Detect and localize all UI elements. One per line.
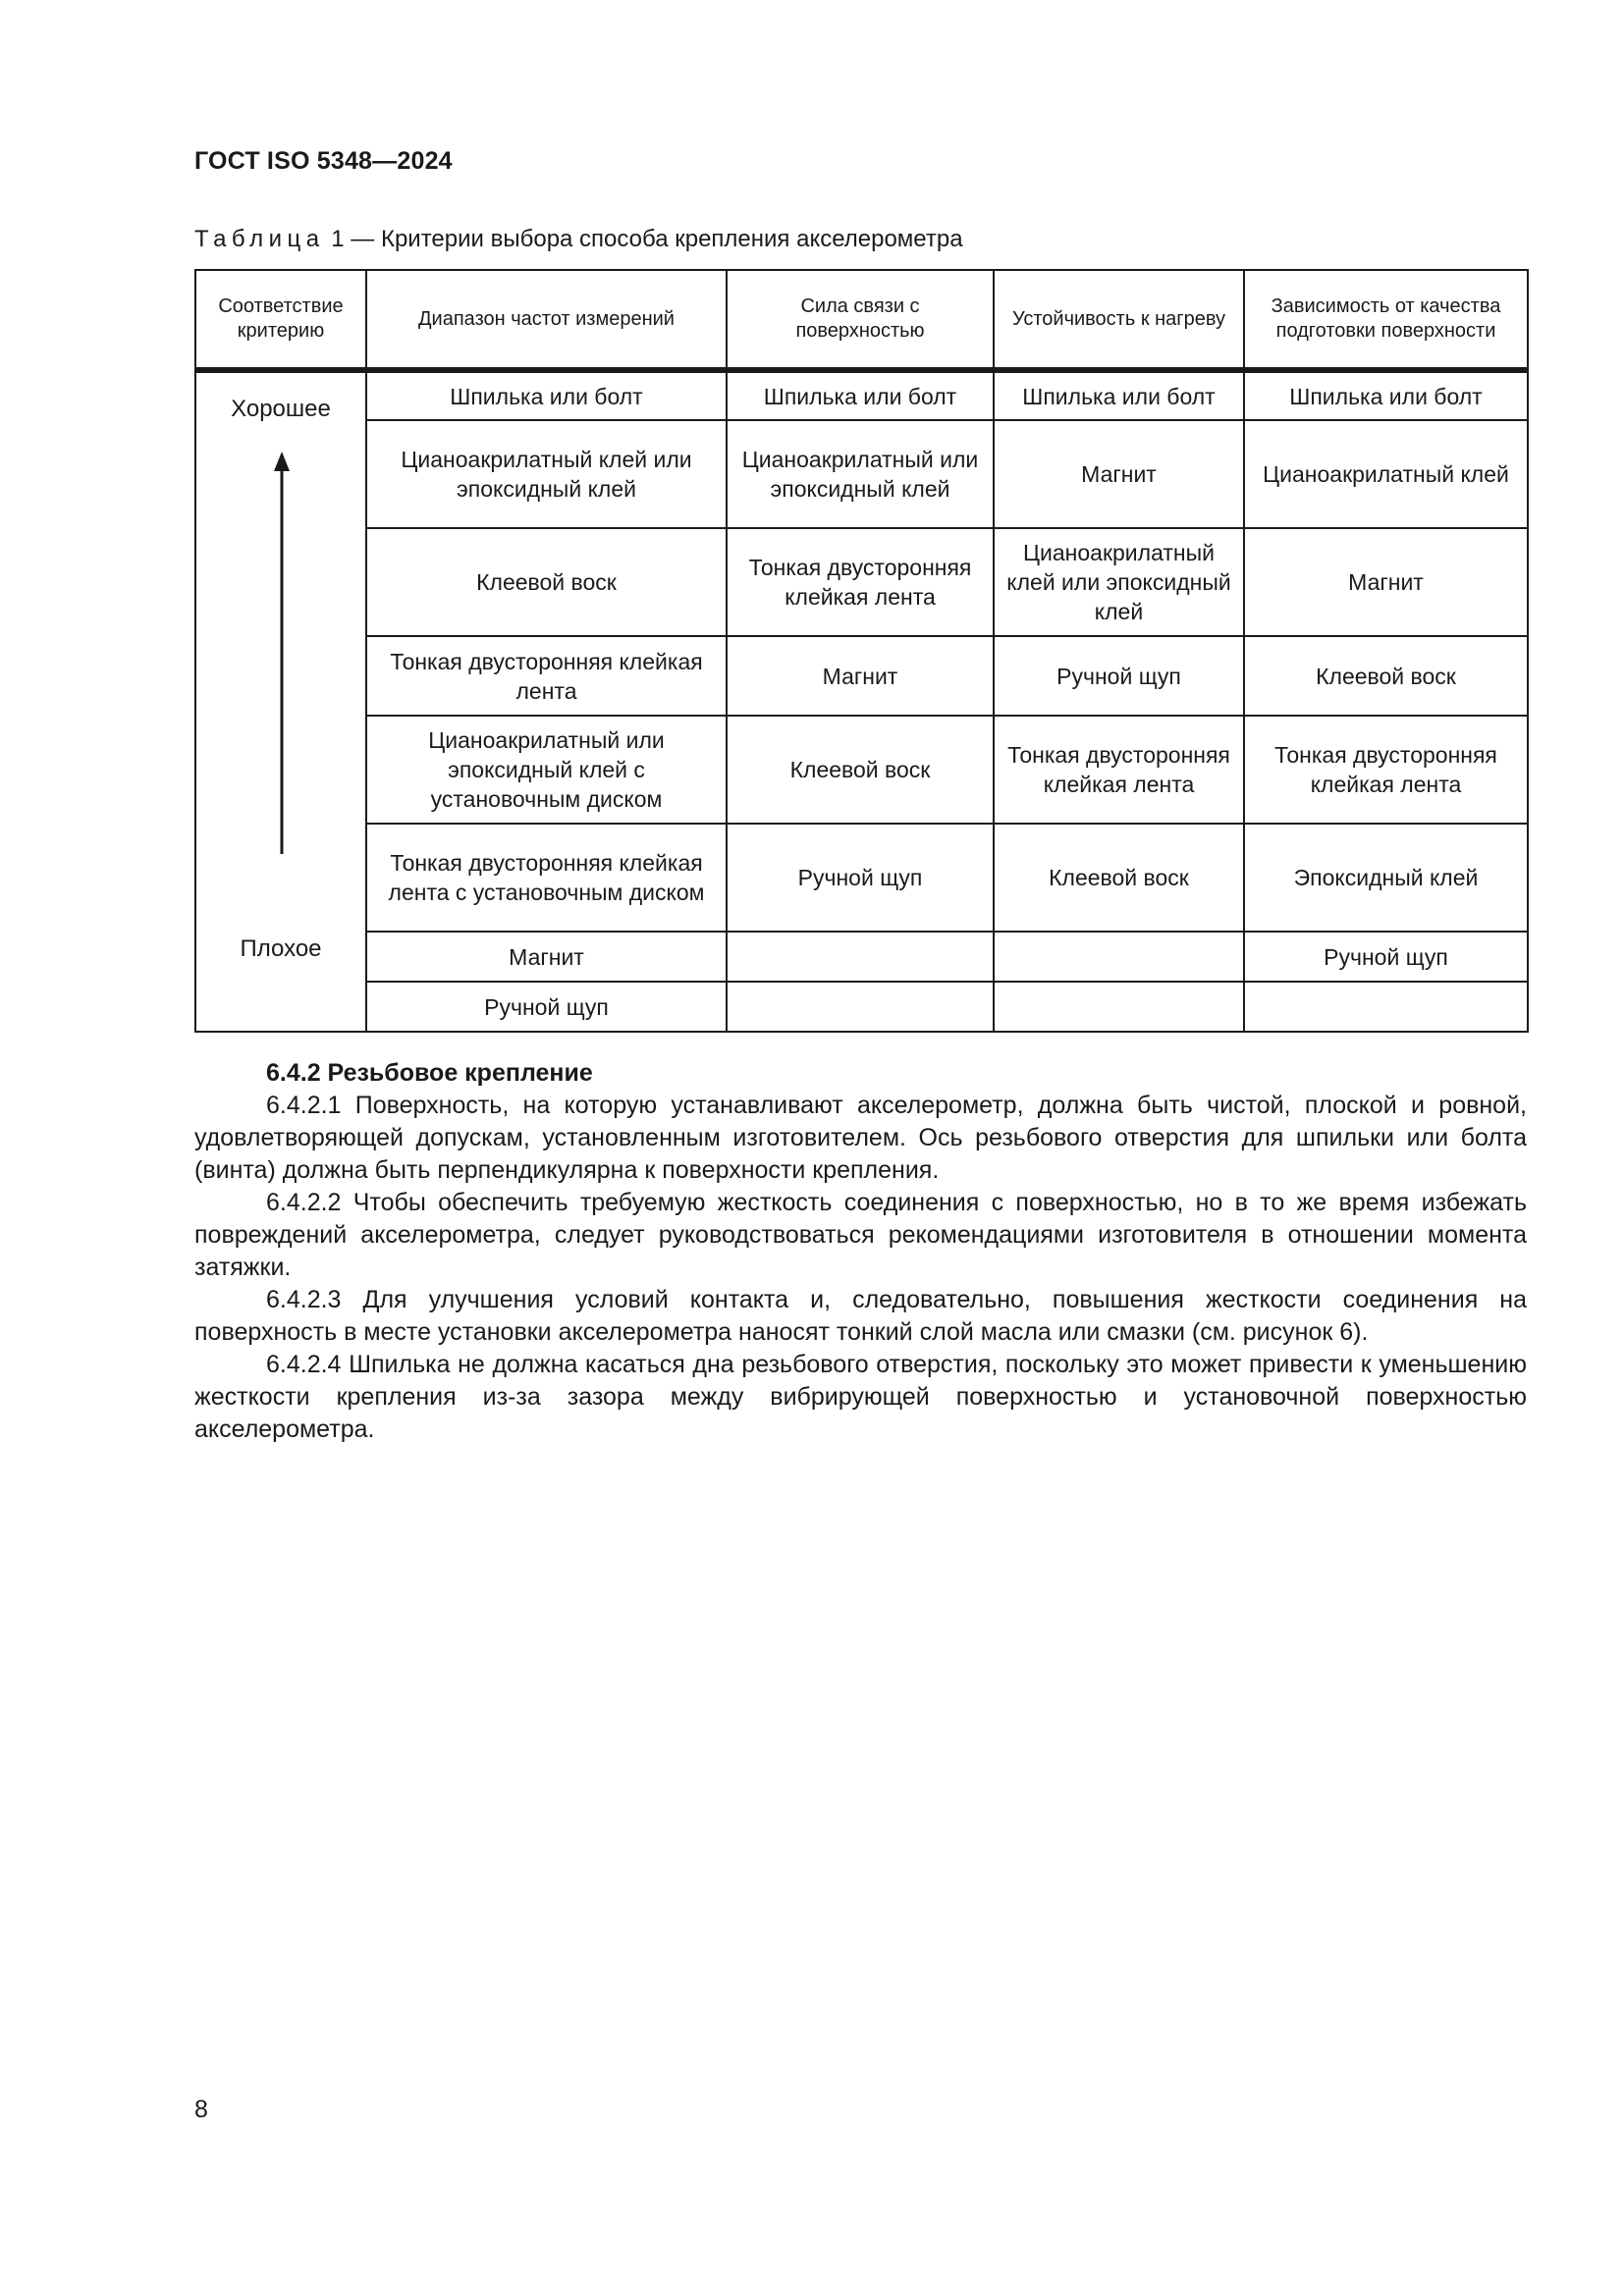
scale-label-good: Хорошее <box>231 396 331 422</box>
criteria-table <box>194 269 1529 1033</box>
section-heading: 6.4.2 Резьбовое крепление <box>266 1059 593 1087</box>
table-cell: Эпоксидный клей <box>1244 824 1528 932</box>
table-cell: Ручной щуп <box>1244 932 1528 982</box>
table-cell: Цианоакрилатный клей <box>1244 420 1528 528</box>
table-cell: Шпилька или болт <box>727 370 994 420</box>
table-row <box>195 716 1528 824</box>
table-cell <box>727 982 994 1032</box>
paragraph-6-4-2-4: 6.4.2.4 Шпилька не должна касаться дна резьбового отверстия, поскольку это может привести к уменьшению жесткости крепления из-за зазора между вибрирующей поверхностью и установочной поверхностью акселерометра. <box>194 1351 1527 1443</box>
paragraph-6-4-2-3: 6.4.2.3 Для улучшения условий контакта и, следовательно, повышения жесткости соединения на поверхность в месте установки акселерометра наносят тонкий слой масла или смазки (см. рисунок 6). <box>194 1286 1527 1346</box>
table-cell: Тонкая двусторонняя клейкая лента <box>727 528 994 636</box>
document-designation: ГОСТ ISO 5348—2024 <box>194 147 453 175</box>
table-cell: Шпилька или болт <box>994 370 1244 420</box>
table-caption <box>194 226 963 253</box>
table-row <box>195 824 1528 932</box>
table-cell: Ручной щуп <box>366 982 727 1032</box>
table-cell: Тонкая двусторонняя клейкая лента <box>994 716 1244 824</box>
table-cell <box>727 932 994 982</box>
table-cell: Магнит <box>366 932 727 982</box>
table-row <box>195 982 1528 1032</box>
table-cell: Тонкая двусторонняя клейкая лента <box>366 636 727 716</box>
column-header-frequency-range: Диапазон частот измерений <box>366 270 727 370</box>
table-cell: Магнит <box>1244 528 1528 636</box>
page-number: 8 <box>194 2096 208 2123</box>
up-arrow-icon <box>196 452 367 854</box>
table-row <box>195 528 1528 636</box>
table-caption-text: 1 — Критерии выбора способа крепления акселерометра <box>331 226 963 252</box>
table-row <box>195 370 1528 420</box>
table-cell: Клеевой воск <box>994 824 1244 932</box>
column-header-criterion: Соответствие критерию <box>195 270 366 370</box>
table-cell: Клеевой воск <box>1244 636 1528 716</box>
table-cell: Тонкая двусторонняя клейкая лента <box>1244 716 1528 824</box>
criterion-scale <box>195 370 366 1032</box>
table-cell: Цианоакрилатный клей или эпоксидный клей <box>994 528 1244 636</box>
table-cell <box>994 932 1244 982</box>
table-cell: Тонкая двусторонняя клейкая лента с установочным диском <box>366 824 727 932</box>
column-header-bond-strength: Сила связи с поверхностью <box>727 270 994 370</box>
table-cell: Магнит <box>727 636 994 716</box>
table-row <box>195 932 1528 982</box>
table-cell: Клеевой воск <box>727 716 994 824</box>
table-cell: Ручной щуп <box>727 824 994 932</box>
table-cell: Шпилька или болт <box>366 370 727 420</box>
column-header-surface-dependence: Зависимость от качества подготовки поверхности <box>1244 270 1528 370</box>
table-cell: Цианоакрилатный или эпоксидный клей с установочным диском <box>366 716 727 824</box>
paragraph-6-4-2-2: 6.4.2.2 Чтобы обеспечить требуемую жесткость соединения с поверхностью, но в то же время избежать повреждений акселерометра, следует руководствоваться рекомендациями изготовителя в отношении момента затяжки. <box>194 1189 1527 1281</box>
table-cell: Магнит <box>994 420 1244 528</box>
table-cell: Шпилька или болт <box>1244 370 1528 420</box>
table-cell: Клеевой воск <box>366 528 727 636</box>
table-cell <box>994 982 1244 1032</box>
table-cell <box>1244 982 1528 1032</box>
table-header-row <box>195 270 1528 370</box>
table-row <box>195 636 1528 716</box>
table-cell: Цианоакрилатный клей или эпоксидный клей <box>366 420 727 528</box>
table-caption-label: Таблица <box>194 226 325 252</box>
table-cell: Ручной щуп <box>994 636 1244 716</box>
section-body <box>194 1057 1527 1446</box>
table-row <box>195 420 1528 528</box>
column-header-heat-resistance: Устойчивость к нагреву <box>994 270 1244 370</box>
paragraph-6-4-2-1: 6.4.2.1 Поверхность, на которую устанавливают акселерометр, должна быть чистой, плоской и ровной, удовлетворяющей допускам, установленным изготовителем. Ось резьбового отверстия для шпильки или болта (винта) должна быть перпендикулярна к поверхности крепления. <box>194 1092 1527 1184</box>
table-cell: Цианоакрилатный или эпоксидный клей <box>727 420 994 528</box>
scale-label-bad: Плохое <box>240 935 322 962</box>
